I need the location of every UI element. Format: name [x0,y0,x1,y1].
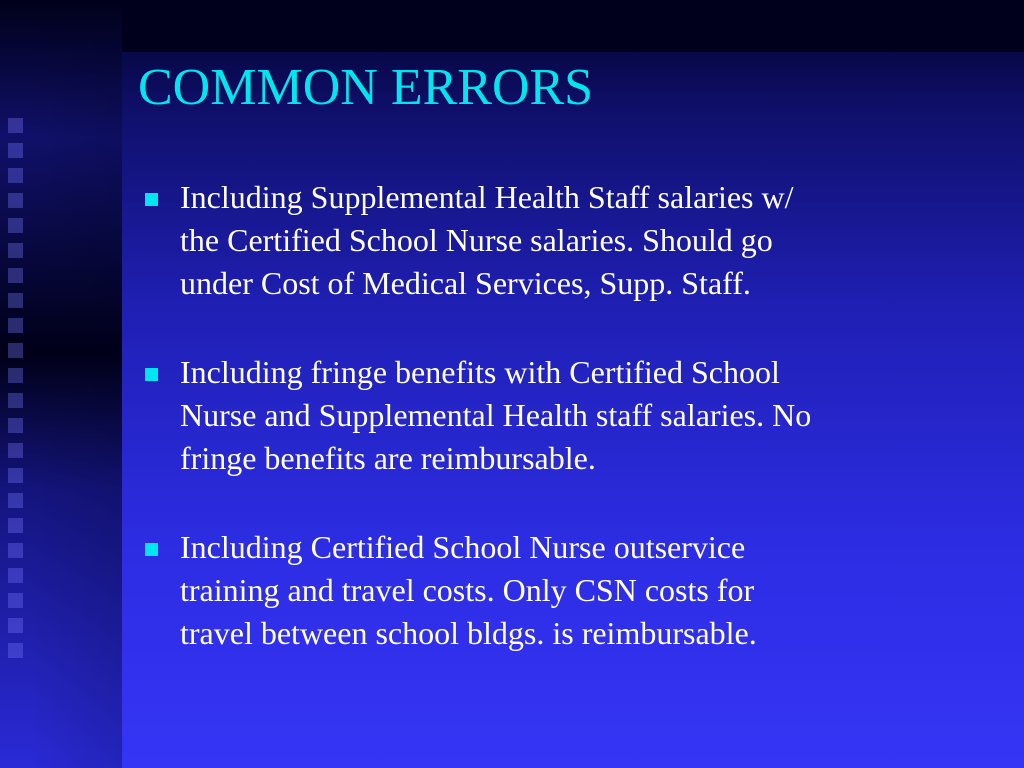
decorative-square [8,168,23,183]
strip-fade [28,0,122,768]
decorative-square [8,318,23,333]
decorative-square [8,518,23,533]
decorative-square [8,568,23,583]
decorative-square [8,643,23,658]
decorative-square [8,193,23,208]
left-decorative-strip [0,0,122,768]
bullet-text: Including Certified School Nurse outservice training and travel costs. Only CSN costs for travel between school bldgs. is reimbursable. [180,529,757,651]
decorative-square [8,593,23,608]
decorative-square [8,418,23,433]
decorative-square [8,393,23,408]
decorative-square [8,118,23,133]
decorative-square [8,218,23,233]
decorative-square [8,368,23,383]
bullet-text: Including fringe benefits with Certified School Nurse and Supplemental Health staff salaries. No fringe benefits are reimbursable. [180,354,812,476]
decorative-square [8,443,23,458]
slide-title: COMMON ERRORS [138,59,594,116]
top-band [122,0,1024,52]
decorative-square [8,343,23,358]
square-bullet-icon [145,193,158,206]
bullet-item [140,351,1000,480]
decorative-square [8,543,23,558]
decorative-square [8,143,23,158]
decorative-square [8,268,23,283]
bullet-text: Including Supplemental Health Staff salaries w/ the Certified School Nurse salaries. Should go under Cost of Medical Services, Supp. Staff. [180,179,794,301]
decorative-square [8,618,23,633]
decorative-square [8,493,23,508]
decorative-square [8,293,23,308]
bullet-list [140,176,1000,701]
decorative-square-column [8,118,26,668]
square-bullet-icon [145,543,158,556]
bullet-item [140,176,1000,305]
bullet-item [140,526,1000,655]
decorative-square [8,243,23,258]
square-bullet-icon [145,368,158,381]
decorative-square [8,468,23,483]
